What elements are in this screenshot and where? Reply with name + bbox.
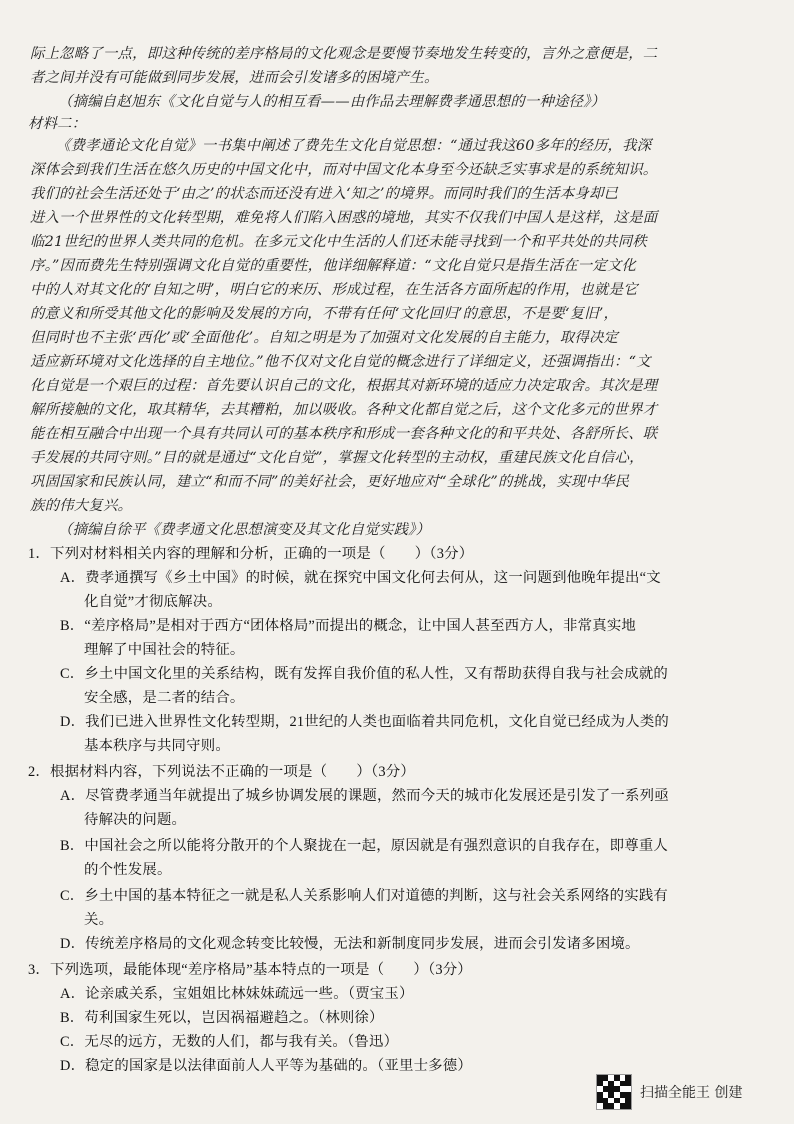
material2-line: 巩固国家和民族认同，建立“和而不同”的美好社会，更好地应对“全球化”的挑战，实现中华民: [30, 474, 630, 490]
material1-line-2: 者之间并没有可能做到同步发展，进而会引发诸多的困境产生。: [30, 70, 439, 86]
question-1-option-b-cont: 理解了中国社会的特征。: [84, 642, 245, 658]
question-2-option-a-cont: 待解决的问题。: [84, 812, 187, 828]
scanner-watermark: [596, 1072, 772, 1112]
question-1-option-d: D．我们已进入世界性文化转型期，21世纪的人类也面临着共同危机，文化自觉已经成为人类的: [60, 714, 670, 730]
qr-code-icon: [596, 1074, 632, 1110]
material2-line: 临21世纪的世界人类共同的危机。在多元文化中生活的人们还未能寻找到一个和平共处的共同秩: [30, 234, 647, 250]
question-2-option-d: D．传统差序格局的文化观念转变比较慢，无法和新制度同步发展，进而会引发诸多困境。: [60, 936, 640, 952]
material2-line: 适应新环境对文化选择的自主地位。”他不仅对文化自觉的概念进行了详细定义，还强调指出：“文: [30, 354, 651, 370]
question-3-stem: 3．下列选项，最能体现“差序格局”基本特点的一项是（ ）（3分）: [28, 962, 472, 978]
material2-line: 族的伟大复兴。: [30, 498, 133, 514]
scanner-app-label: 扫描全能王 创建: [640, 1085, 743, 1101]
question-2-stem: 2．根据材料内容，下列说法不正确的一项是（ ）（3分）: [28, 764, 415, 780]
question-3-option-b: B．苟利国家生死以，岂因祸福避趋之。（林则徐）: [60, 1010, 384, 1026]
question-2-option-a: A．尽管费孝通当年就提出了城乡协调发展的课题，然而今天的城市化发展还是引发了一系列亟: [60, 788, 669, 804]
material2-line: 化自觉是一个艰巨的过程：首先要认识自己的文化，根据其对新环境的适应力决定取舍。其次是理: [30, 378, 658, 394]
material2-line: 手发展的共同守则。”目的就是通过“文化自觉”，掌握文化转型的主动权，重建民族文化自信心，: [30, 450, 644, 466]
question-1-option-d-cont: 基本秩序与共同守则。: [84, 738, 230, 754]
question-1-option-c-cont: 安全感，是二者的结合。: [84, 690, 245, 706]
material2-line: 进入一个世界性的文化转型期，难免将人们陷入困惑的境地，其实不仅我们中国人是这样，这是面: [30, 210, 658, 226]
material1-source: （摘编自赵旭东《文化自觉与人的相互看——由作品去理解费孝通思想的一种途径》）: [58, 94, 606, 110]
question-1-stem: 1．下列对材料相关内容的理解和分析，正确的一项是（ ）（3分）: [28, 546, 474, 562]
material2-line: 中的人对其文化的‘自知之明’，明白它的来历、形成过程，在生活各方面所起的作用，也就是它: [30, 282, 638, 298]
question-1-option-c: C．乡土中国文化里的关系结构，既有发挥自我价值的私人性，又有帮助获得自我与社会成就的: [60, 666, 669, 682]
question-1-option-a: A．费孝通撰写《乡土中国》的时候，就在探究中国文化何去何从，这一问题到他晚年提出“文: [60, 570, 661, 586]
question-2-option-b: B．中国社会之所以能将分散开的个人聚拢在一起，原因就是有强烈意识的自我存在，即尊重人: [60, 838, 669, 854]
material2-line: 能在相互融合中出现一个具有共同认可的基本秩序和形成一套各种文化的和平共处、各舒所长、联: [30, 426, 658, 442]
question-2-option-b-cont: 的个性发展。: [84, 862, 172, 878]
question-2-option-c-cont: 关。: [84, 912, 114, 928]
question-1-option-a-cont: 化自觉”才彻底解决。: [84, 594, 222, 610]
material2-line: 我们的社会生活还处于‘由之’的状态而还没有进入‘知之’的境界。而同时我们的生活本身却已: [30, 186, 619, 202]
material2-line: 但同时也不主张‘西化’或‘全面他化’。自知之明是为了加强对文化发展的自主能力，取得决定: [30, 330, 619, 346]
question-3-option-a: A．论亲戚关系，宝姐姐比林妹妹疏远一些。（贾宝玉）: [60, 986, 414, 1002]
material2-line: 序。”因而费先生特别强调文化自觉的重要性，他详细解释道：“文化自觉只是指生活在一定文化: [30, 258, 637, 274]
material2-line: 的意义和所受其他文化的影响及发展的方向，不带有任何‘文化回归’的意思，不是要‘复旧’，: [30, 306, 619, 322]
material2-source: （摘编自徐平《费孝通文化思想演变及其文化自觉实践》）: [58, 522, 431, 538]
question-3-option-d: D．稳定的国家是以法律面前人人平等为基础的。（亚里士多德）: [60, 1058, 472, 1074]
material2-line: 《费孝通论文化自觉》一书集中阐述了费先生文化自觉思想：“通过我这60多年的经历，我深: [56, 138, 652, 154]
material1-line-1: 际上忽略了一点，即这种传统的差序格局的文化观念是要慢节奏地发生转变的，言外之意便是，二: [30, 46, 658, 62]
material2-line: 解所接触的文化，取其精华，去其糟粕，加以吸收。各种文化都自觉之后，这个文化多元的世界才: [30, 402, 658, 418]
question-1-option-b: B．“差序格局”是相对于西方“团体格局”而提出的概念，让中国人甚至西方人，非常真实地: [60, 618, 637, 634]
question-3-option-c: C．无尽的远方，无数的人们，都与我有关。（鲁迅）: [60, 1034, 399, 1050]
material2-line: 深体会到我们生活在悠久历史的中国文化中，而对中国文化本身至今还缺乏实事求是的系统知识。: [30, 162, 658, 178]
material2-heading: 材料二：: [28, 116, 87, 132]
question-2-option-c: C．乡土中国的基本特征之一就是私人关系影响人们对道德的判断，这与社会关系网络的实践有: [60, 888, 669, 904]
